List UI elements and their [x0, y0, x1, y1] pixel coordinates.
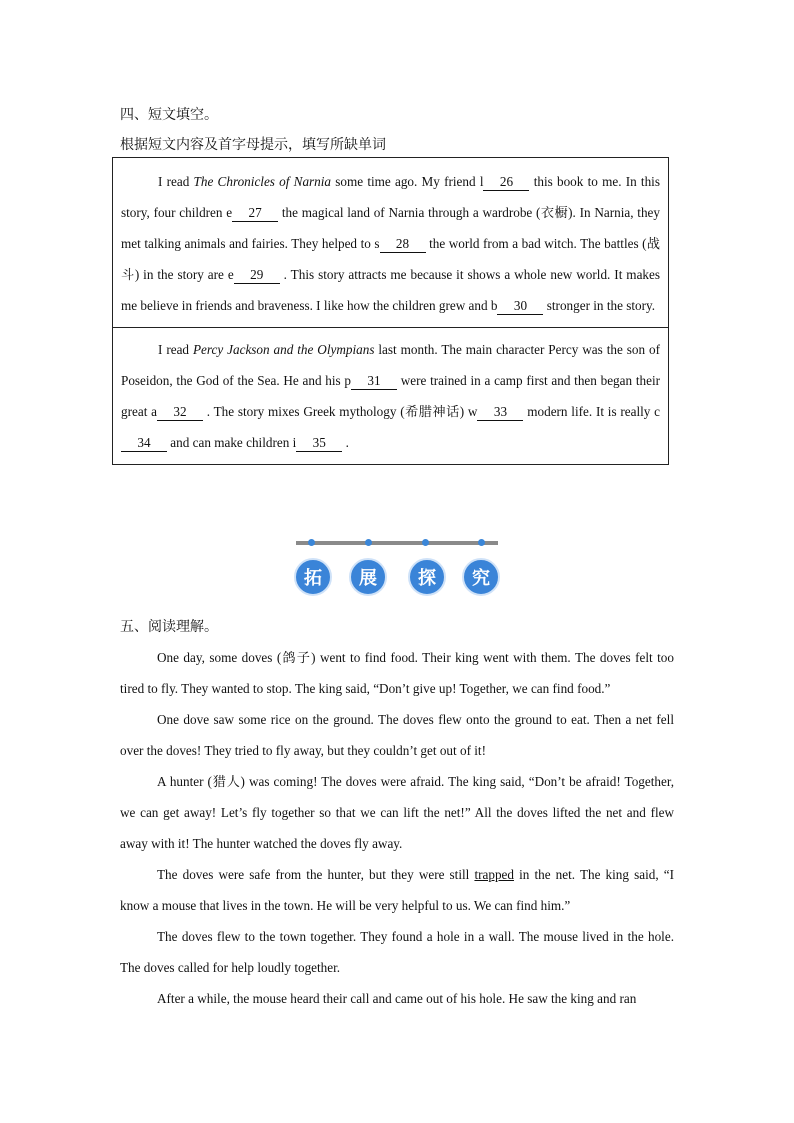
blank-33[interactable]: 33	[477, 404, 523, 421]
paragraph: One dove saw some rice on the ground. The doves flew onto the ground to eat. Then a net fell over the doves! They tried to fly away, but they couldn’t get out of it!	[120, 712, 674, 758]
paragraph: After a while, the mouse heard their call and came out of his hole. He saw the king and ran	[157, 991, 637, 1006]
paragraph: The doves flew to the town together. They found a hole in a wall. The mouse lived in the hole. The doves called for help loudly together.	[120, 929, 674, 975]
passage2-text: modern life. It is really c	[523, 404, 661, 419]
passage1-text: stronger in the story.	[543, 298, 656, 313]
blank-31[interactable]: 31	[351, 373, 397, 390]
banner-dot	[365, 539, 372, 546]
passage1-text: the world from a bad witch. The battles (战斗) in the story are e	[121, 236, 660, 282]
banner-dot	[422, 539, 429, 546]
banner-bar	[296, 541, 498, 545]
banner-char: 究	[462, 558, 500, 596]
banner-char: 拓	[294, 558, 332, 596]
blank-35[interactable]: 35	[296, 435, 342, 452]
section4-instruction: 根据短文内容及首字母提示，填写所缺单词	[120, 137, 386, 153]
passage2-text: were trained in a camp first and then began their great a	[121, 373, 661, 419]
passage1-text: I read	[158, 174, 194, 189]
blank-28[interactable]: 28	[380, 236, 426, 253]
banner-dot	[308, 539, 315, 546]
passage2-text: last month. The main character Percy was the son of Poseidon, the God of the Sea. He and his p	[121, 342, 660, 388]
cloze-table	[112, 157, 669, 465]
passage-2	[113, 327, 668, 464]
passage2-text: and can make children i	[167, 435, 297, 450]
passage1-text: . This story attracts me because it shows a whole new world. It makes me believe in friends and braveness. I like how the children grew and b	[121, 267, 660, 313]
paragraph-text: The doves were safe from the hunter, but they were still	[157, 867, 475, 882]
blank-27[interactable]: 27	[232, 205, 278, 222]
banner-dot	[478, 539, 485, 546]
banner-char: 展	[349, 558, 387, 596]
underlined-word: trapped	[474, 867, 514, 882]
passage2-text: . The story mixes Greek mythology (希腊神话) w	[203, 404, 478, 419]
passage-1	[113, 158, 668, 327]
blank-34[interactable]: 34	[121, 435, 167, 452]
blank-32[interactable]: 32	[157, 404, 203, 421]
paragraph: One day, some doves (鸽子) went to find food. Their king went with them. The doves felt too tired to fly. They wanted to stop. The king said, “Don’t give up! Together, we can find food.”	[120, 650, 674, 696]
blank-29[interactable]: 29	[234, 267, 280, 284]
passage1-text: the magical land of Narnia through a wardrobe (衣橱). In Narnia, they met talking animals and fairies. They helped to s	[121, 205, 660, 251]
extension-banner	[296, 538, 498, 598]
passage2-text: I read	[158, 342, 193, 357]
book-title-2: Percy Jackson and the Olympians	[192, 342, 375, 357]
passage2-text: .	[342, 435, 349, 450]
paragraph: A hunter (猎人) was coming! The doves were afraid. The king said, “Don’t be afraid! Together, we can get away! Let’s fly together so that we can lift the net!” All the doves lifted the net and flew away with it! The hunter watched the doves fly away.	[120, 774, 674, 851]
blank-30[interactable]: 30	[497, 298, 543, 315]
paragraph	[120, 859, 674, 921]
paragraph-text: in the net. The king said, “I know a mouse that lives in the town. He will be very helpful to us. We can find him.”	[120, 867, 674, 913]
passage1-text: this book to me. In this story, four children e	[121, 174, 660, 220]
reading-passage	[120, 642, 674, 1014]
section4-heading: 四、短文填空。	[120, 107, 218, 123]
book-title-1: The Chronicles of Narnia	[193, 174, 332, 189]
banner-char: 探	[408, 558, 446, 596]
section5-heading: 五、阅读理解。	[120, 619, 218, 635]
passage1-text: some time ago. My friend l	[331, 174, 484, 189]
blank-26[interactable]: 26	[483, 174, 529, 191]
